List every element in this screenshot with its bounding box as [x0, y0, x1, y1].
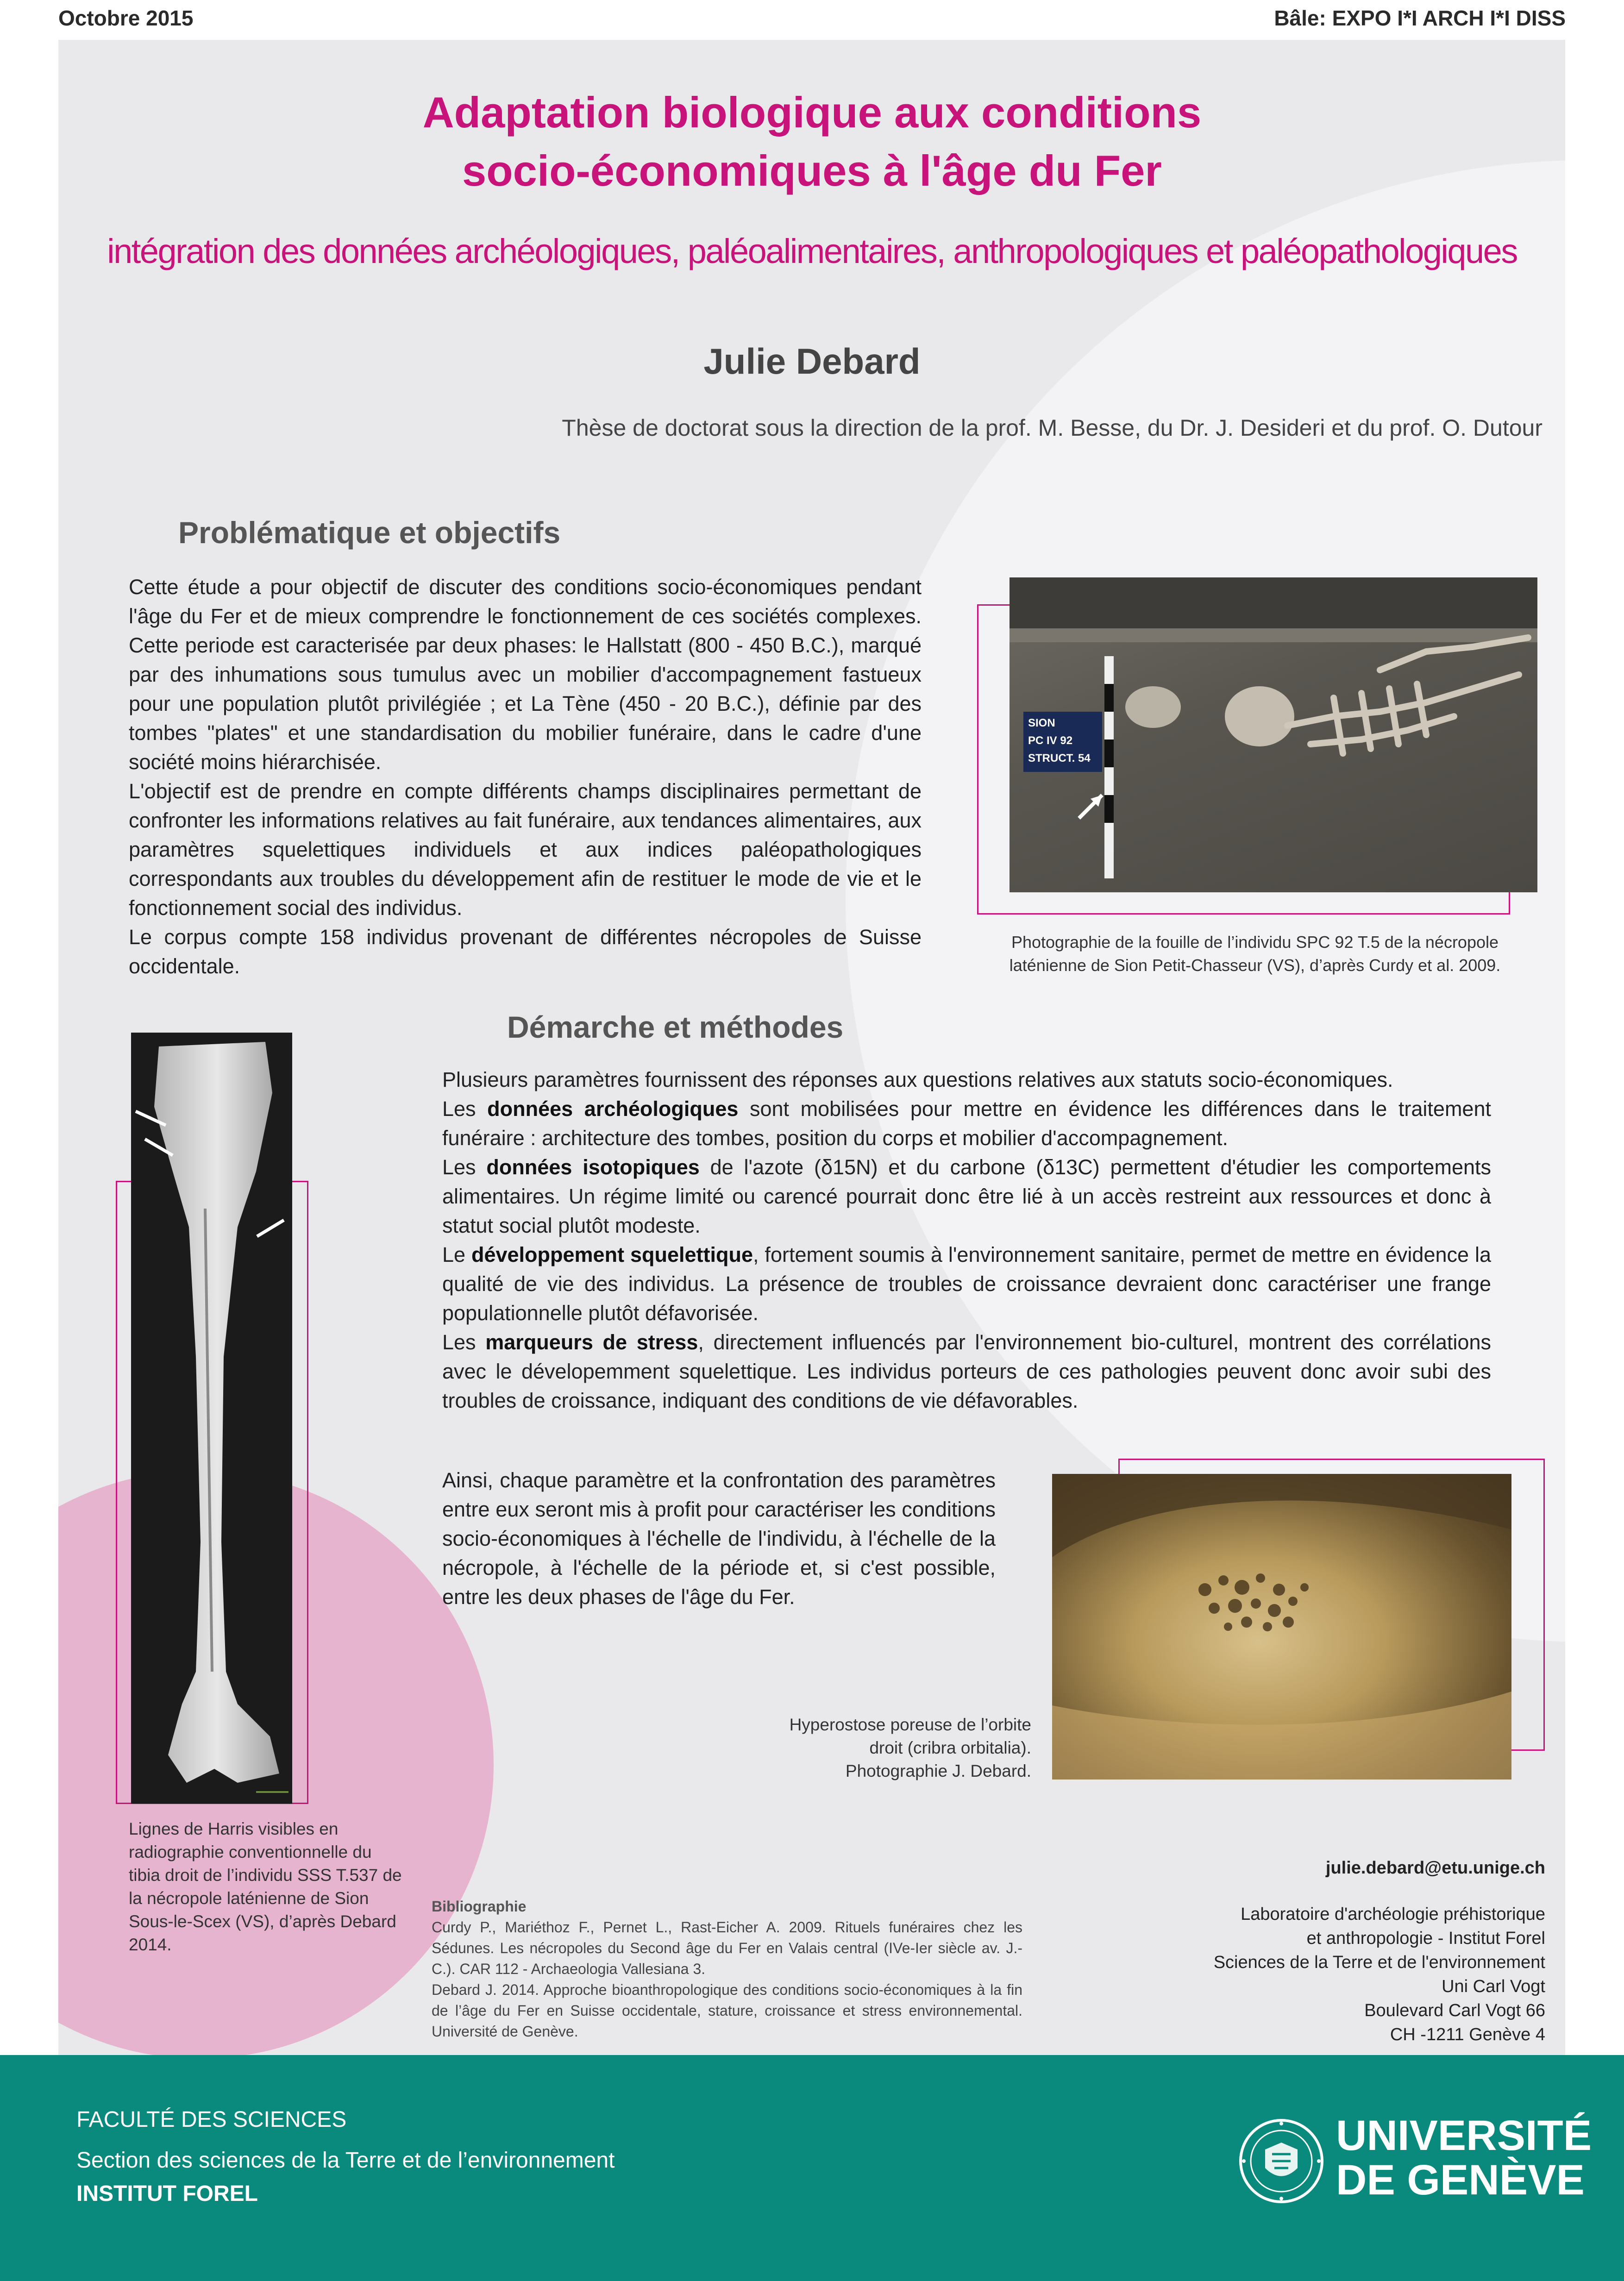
excavation-photo: [1010, 577, 1537, 892]
tibia-illustration: [131, 1033, 292, 1804]
title-line-1: Adaptation biologique aux conditions: [422, 88, 1202, 137]
poster-event: Bâle: EXPO I*I ARCH I*I DISS: [1274, 6, 1566, 30]
bibliography: [432, 1896, 1022, 2042]
address-line: Laboratoire d'archéologie préhistorique: [1241, 1905, 1545, 1924]
thesis-supervision: Thèse de doctorat sous la direction de la prof. M. Besse, du Dr. J. Desideri et du prof. O. Dutour: [562, 415, 1542, 441]
university-name-line: UNIVERSITÉ: [1336, 2112, 1592, 2159]
footer-institute: INSTITUT FOREL: [76, 2181, 258, 2206]
title-line-2: socio-économiques à l'âge du Fer: [462, 146, 1162, 195]
paragraph: Le corpus compte 158 individus provenant de différentes nécropoles de Suisse occidentale.: [129, 925, 922, 978]
label-structure: STRUCT. 54: [1028, 752, 1091, 765]
paragraph: [442, 1094, 1491, 1153]
keyword-skeletal: développement squelettique: [471, 1243, 753, 1266]
caption-line: laténienne de Sion Petit-Chasseur (VS), d’après Curdy et al. 2009.: [1009, 956, 1501, 975]
text: de l'azote (δ15N) et du carbone (δ13C) permettent d'étudier les comportements alimentaires. Un régime limité ou carencé pourrait donc être lié à un accès restreint aux ressources et donc à statut social plutôt modeste.: [442, 1155, 1491, 1237]
paragraph: Plusieurs paramètres fournissent des réponses aux questions relatives aux statuts socio-économiques.: [442, 1068, 1393, 1091]
excavation-caption: [949, 931, 1561, 977]
footer-section: Section des sciences de la Terre et de l’environnement: [76, 2148, 615, 2173]
paragraph: [442, 1153, 1491, 1240]
keyword-isotopic: données isotopiques: [486, 1155, 700, 1179]
address-line: Uni Carl Vogt: [1442, 1977, 1545, 1996]
caption-line: Photographie de la fouille de l’individu SPC 92 T.5 de la nécropole: [1011, 933, 1499, 952]
text: Les: [442, 1330, 486, 1354]
section-heading-demarche: Démarche et méthodes: [507, 1010, 844, 1044]
text: Le: [442, 1243, 471, 1266]
caption-line: Photographie J. Debard.: [845, 1761, 1031, 1780]
poster-title: [0, 83, 1624, 200]
university-name-line: DE GENÈVE: [1336, 2156, 1585, 2204]
contact-email[interactable]: julie.debard@etu.unige.ch: [1325, 1858, 1545, 1878]
text: Les: [442, 1155, 487, 1179]
paragraph: Cette étude a pour objectif de discuter des conditions socio-économiques pendant l'âge du Fer et de mieux comprendre le fonctionnement de ces sociétés complexes. Cette periode est caracterisée par deux phases: le Hallstatt (800 - 450 B.C.), marqué par des inhumations sous tumulus avec un mobilier d'accompagnement fastueux pour une population plutôt privilégiée ; et La Tène (450 - 20 B.C.), définie par des tombes "plates" et une standardisation du mobilier funéraire, dans le cadre d'une société moins hiérarchisée.: [129, 575, 922, 774]
university-logo-text: [1336, 2113, 1592, 2202]
paragraph: [442, 1328, 1491, 1415]
footer-faculty: FACULTÉ DES SCIENCES: [76, 2107, 347, 2132]
address-line: Sciences de la Terre et de l'environnement: [1213, 1953, 1545, 1972]
text: , directement influencés par l'environnement bio-culturel, montrent des corrélations avec le dévelopemment squelettique. Les individus porteurs de ces pathologies peuvent donc avoir subi des troubles de croissance, indiquant des conditions de vie défavorables.: [442, 1330, 1491, 1412]
bibliography-ref: Debard J. 2014. Approche bioanthropologique des conditions socio-économiques à la fin de l’âge du Fer en Suisse occidentale, stature, croissance et stress environnemental. Université de Genève.: [432, 1981, 1022, 2040]
paragraph: [442, 1240, 1491, 1328]
keyword-archaeological: données archéologiques: [487, 1097, 739, 1121]
poster-subtitle: intégration des données archéologiques, paléoalimentaires, anthropologiques et paléopathologiques: [107, 232, 1517, 270]
caption-line: Hyperostose poreuse de l’orbite: [789, 1715, 1031, 1734]
bibliography-ref: Curdy P., Mariéthoz F., Pernet L., Rast-Eicher A. 2009. Rituels funéraires chez les Sédunes. Les nécropoles du Second âge du Fer en Valais central (IVe-Ier siècle av. J.-C.). CAR 112 - Archaeologia Vallesiana 3.: [432, 1919, 1022, 1977]
author-name: Julie Debard: [703, 341, 921, 382]
orbit-illustration: [1052, 1474, 1511, 1780]
keyword-stress: marqueurs de stress: [485, 1330, 698, 1354]
address-line: Boulevard Carl Vogt 66: [1364, 2001, 1545, 2020]
contact-address: [1214, 1902, 1545, 2047]
section-body-demarche: [442, 1065, 1491, 1415]
orbit-photo: [1052, 1474, 1511, 1780]
tibia-xray: [131, 1033, 292, 1804]
text: Les: [442, 1097, 488, 1121]
orbit-caption: [790, 1713, 1031, 1783]
section-conclusion: Ainsi, chaque paramètre et la confrontation des paramètres entre eux seront mis à profit pour caractériser les conditions socio-économiques à l'échelle de l'individu, à l'échelle de la nécropole, à l'échelle de la période et, si c'est possible, entre les deux phases de l'âge du Fer.: [442, 1468, 996, 1609]
xray-caption: Lignes de Harris visibles en radiographie conventionnelle du tibia droit de l’individu SSS T.537 de la nécropole laténienne de Sion Sous-le-Scex (VS), d’après Debard 2014.: [129, 1819, 402, 1954]
section-heading-problematique: Problématique et objectifs: [178, 515, 561, 550]
poster-date: Octobre 2015: [58, 6, 194, 30]
label-site: SION: [1028, 717, 1055, 729]
bibliography-heading: Bibliographie: [432, 1898, 527, 1915]
text: sont mobilisées pour mettre en évidence les différences dans le traitement funéraire : architecture des tombes, position du corps et mobilier d'accompagnement.: [442, 1097, 1491, 1150]
address-line: CH -1211 Genève 4: [1390, 2025, 1545, 2044]
university-seal-icon: [1237, 2117, 1325, 2205]
text: , fortement soumis à l'environnement sanitaire, permet de mettre en évidence la qualité de vie des individus. La présence de troubles de croissance devraient donc caractériser une frange populationnelle plutôt défavorisée.: [442, 1243, 1491, 1325]
footer-banner: [0, 2055, 1624, 2281]
address-line: et anthropologie - Institut Forel: [1306, 1929, 1545, 1948]
label-code: PC IV 92: [1028, 734, 1073, 747]
paragraph: L'objectif est de prendre en compte différents champs disciplinaires permettant de confronter les informations relatives au fait funéraire, aux tendances alimentaires, aux paramètres squelettiques individuels et aux indices paléopathologiques correspondants aux troubles du développement afin de restituer le mode de vie et le fonctionnement social des individus.: [129, 779, 922, 920]
section-body-problematique: [129, 572, 922, 981]
caption-line: droit (cribra orbitalia).: [869, 1738, 1031, 1757]
